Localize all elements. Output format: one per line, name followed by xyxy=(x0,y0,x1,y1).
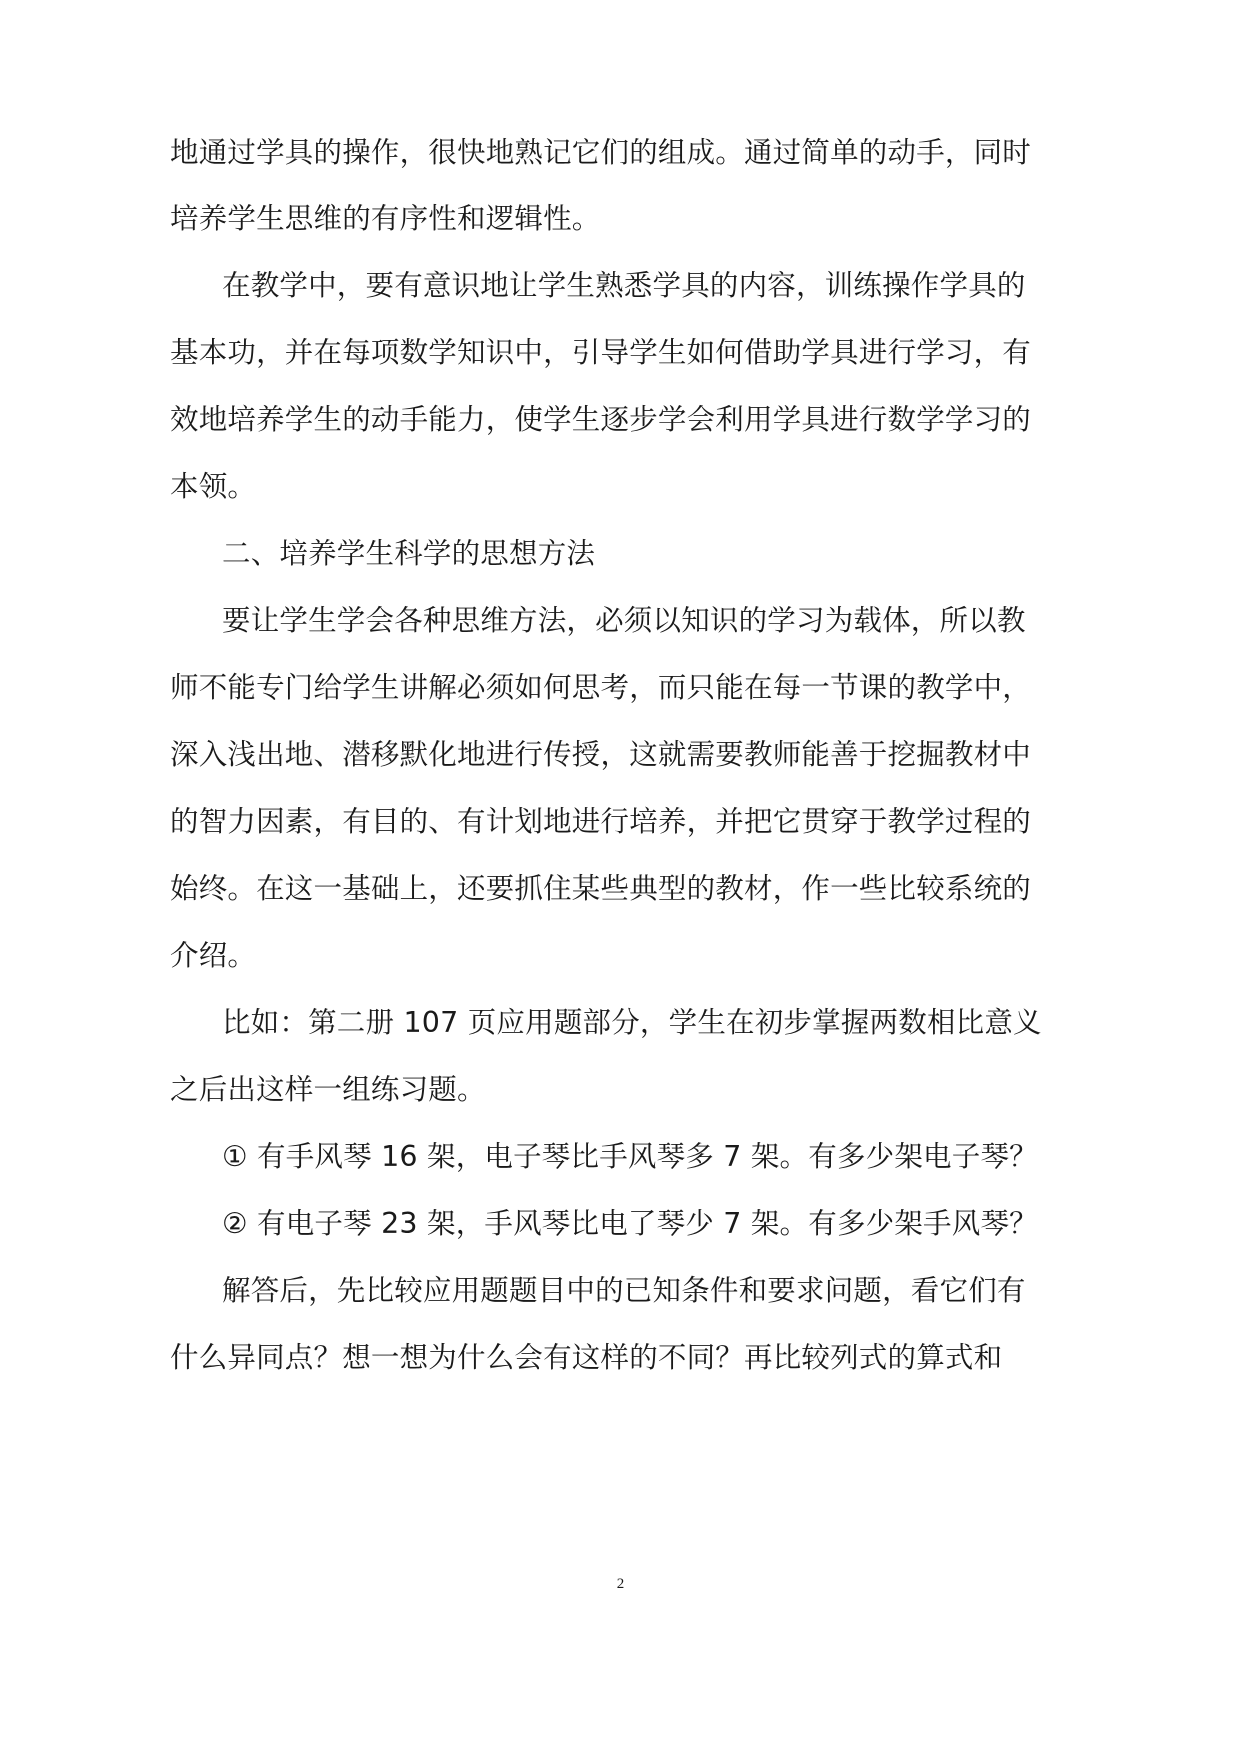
body-text-line: 在教学中，要有意识地让学生熟悉学具的内容，训练操作学具的 xyxy=(222,269,1026,302)
exercise-item: ① 有手风琴 16 架，电子琴比手风琴多 7 架。有多少架电子琴？ xyxy=(222,1140,1038,1173)
body-text-line: 师不能专门给学生讲解必须如何思考，而只能在每一节课的教学中， xyxy=(170,671,1032,704)
body-text-line: 解答后，先比较应用题题目中的已知条件和要求问题，看它们有 xyxy=(222,1274,1026,1307)
body-text-line: 的智力因素，有目的、有计划地进行培养，并把它贯穿于教学过程的 xyxy=(170,805,1032,838)
body-text-line: 比如：第二册 107 页应用题部分，学生在初步掌握两数相比意义 xyxy=(222,1006,1042,1039)
body-text-line: 培养学生思维的有序性和逻辑性。 xyxy=(170,202,601,235)
section-heading: 二、培养学生科学的思想方法 xyxy=(222,537,596,570)
body-text-line: 始终。在这一基础上，还要抓住某些典型的教材，作一些比较系统的 xyxy=(170,872,1032,905)
page-number: 2 xyxy=(616,1576,625,1592)
body-text-line: 效地培养学生的动手能力，使学生逐步学会利用学具进行数学学习的 xyxy=(170,403,1032,436)
body-text-line: 要让学生学会各种思维方法，必须以知识的学习为载体，所以教 xyxy=(222,604,1026,637)
body-text-line: 基本功，并在每项数学知识中，引导学生如何借助学具进行学习，有 xyxy=(170,336,1032,369)
body-text-line: 本领。 xyxy=(170,470,257,503)
body-text-line: 地通过学具的操作，很快地熟记它们的组成。通过简单的动手，同时 xyxy=(170,136,1032,169)
body-text-line: 之后出这样一组练习题。 xyxy=(170,1073,486,1106)
body-text-line: 什么异同点？想一想为什么会有这样的不同？再比较列式的算式和 xyxy=(170,1341,1003,1374)
exercise-item: ② 有电子琴 23 架，手风琴比电了琴少 7 架。有多少架手风琴？ xyxy=(222,1207,1038,1240)
body-text-line: 介绍。 xyxy=(170,939,257,972)
body-text-line: 深入浅出地、潜移默化地进行传授，这就需要教师能善于挖掘教材中 xyxy=(170,738,1032,771)
